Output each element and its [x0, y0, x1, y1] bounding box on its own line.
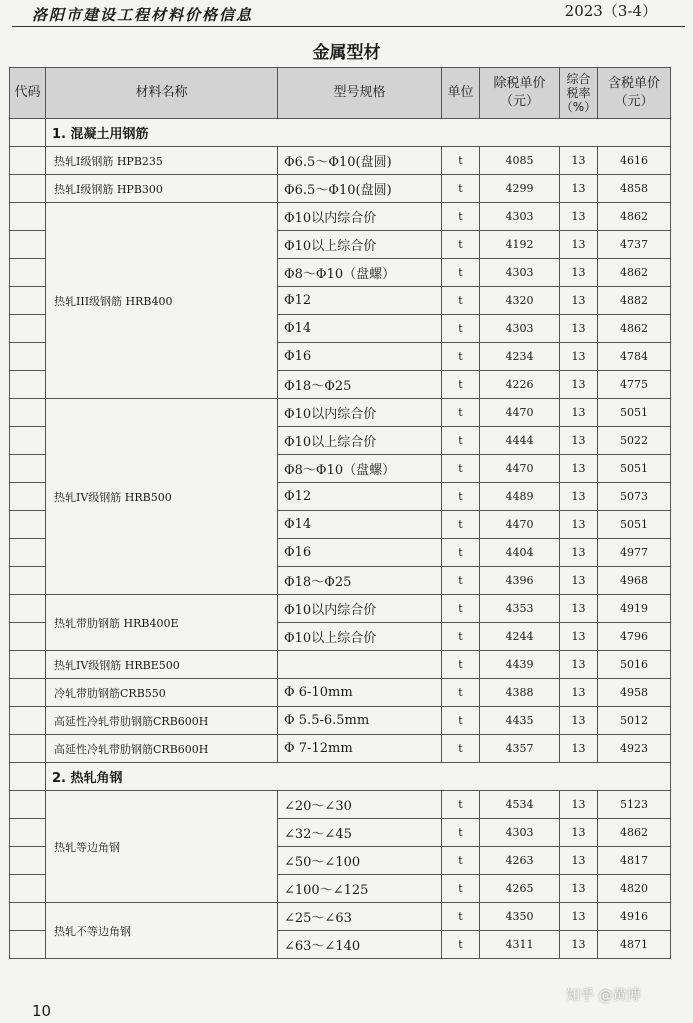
- tax-rate-cell: 13: [560, 903, 598, 931]
- price-inc-tax-cell: 4977: [598, 539, 671, 567]
- table-row: [10, 707, 671, 735]
- price-inc-tax-cell: 4858: [598, 175, 671, 203]
- price-inc-tax-cell: 5051: [598, 455, 671, 483]
- price-inc-tax-cell: 4968: [598, 567, 671, 595]
- price-inc-tax-cell: 4817: [598, 847, 671, 875]
- code-cell: [10, 287, 46, 315]
- price-ex-tax-cell: 4357: [480, 735, 560, 763]
- price-inc-tax-cell: 4919: [598, 595, 671, 623]
- code-cell: [10, 791, 46, 819]
- col-header-unit: 单位: [442, 68, 480, 119]
- tax-rate-cell: 13: [560, 399, 598, 427]
- table-body: [10, 119, 671, 959]
- code-cell: [10, 847, 46, 875]
- tax-rate-cell: 13: [560, 623, 598, 651]
- price-ex-tax-cell: 4353: [480, 595, 560, 623]
- page-number: 10: [32, 1002, 52, 1020]
- price-ex-tax-cell: 4350: [480, 903, 560, 931]
- spec-cell: Φ12: [278, 287, 442, 315]
- unit-cell: t: [442, 483, 480, 511]
- tax-rate-cell: 13: [560, 147, 598, 175]
- price-ex-tax-cell: 4303: [480, 203, 560, 231]
- table-row: [10, 147, 671, 175]
- code-cell: [10, 483, 46, 511]
- tax-rate-cell: 13: [560, 567, 598, 595]
- code-cell: [10, 595, 46, 623]
- unit-cell: t: [442, 651, 480, 679]
- price-inc-tax-cell: 5123: [598, 791, 671, 819]
- spec-cell: [278, 651, 442, 679]
- tax-rate-cell: 13: [560, 707, 598, 735]
- material-name: 热轧IV级钢筋 HRBE500: [46, 651, 278, 679]
- code-cell: [10, 819, 46, 847]
- spec-cell: Φ12: [278, 483, 442, 511]
- code-cell: [10, 371, 46, 399]
- col-header-name: 材料名称: [46, 68, 278, 119]
- price-ex-tax-cell: 4388: [480, 679, 560, 707]
- col-header-price-inc-tax: [598, 68, 671, 119]
- unit-cell: t: [442, 315, 480, 343]
- spec-cell: ∠100～∠125: [278, 875, 442, 903]
- header-divider: [12, 26, 685, 27]
- price-inc-tax-cell: 4737: [598, 231, 671, 259]
- table-row: [10, 791, 671, 819]
- code-cell: [10, 147, 46, 175]
- unit-cell: t: [442, 259, 480, 287]
- spec-cell: Φ6.5～Φ10(盘圆): [278, 175, 442, 203]
- tax-rate-cell: 13: [560, 791, 598, 819]
- material-name: 冷轧带肋钢筋CRB550: [46, 679, 278, 707]
- spec-cell: Φ8～Φ10（盘螺）: [278, 259, 442, 287]
- spec-cell: ∠32～∠45: [278, 819, 442, 847]
- category-row: [10, 119, 671, 147]
- price-ex-tax-cell: 4265: [480, 875, 560, 903]
- spec-cell: Φ14: [278, 511, 442, 539]
- price-inc-tax-cell: 4616: [598, 147, 671, 175]
- unit-cell: t: [442, 875, 480, 903]
- price-inc-tax-cell: 4784: [598, 343, 671, 371]
- material-name: 高延性冷轧带肋钢筋CRB600H: [46, 707, 278, 735]
- tax-rate-cell: 13: [560, 483, 598, 511]
- table-row: [10, 735, 671, 763]
- price-inc-tax-cell: 4862: [598, 203, 671, 231]
- col-header-price-inc-tax-line1: 含税单价: [607, 76, 660, 91]
- code-cell: [10, 763, 46, 791]
- spec-cell: Φ16: [278, 343, 442, 371]
- price-inc-tax-cell: 5073: [598, 483, 671, 511]
- unit-cell: t: [442, 707, 480, 735]
- price-ex-tax-cell: 4311: [480, 931, 560, 959]
- price-inc-tax-cell: 5051: [598, 511, 671, 539]
- spec-cell: Φ6.5～Φ10(盘圆): [278, 147, 442, 175]
- price-ex-tax-cell: 4470: [480, 511, 560, 539]
- table-row: [10, 595, 671, 623]
- price-ex-tax-cell: 4396: [480, 567, 560, 595]
- tax-rate-cell: 13: [560, 371, 598, 399]
- table-row: [10, 203, 671, 231]
- table-row: [10, 175, 671, 203]
- spec-cell: ∠25～∠63: [278, 903, 442, 931]
- tax-rate-cell: 13: [560, 427, 598, 455]
- tax-rate-cell: 13: [560, 819, 598, 847]
- unit-cell: t: [442, 399, 480, 427]
- price-inc-tax-cell: 5012: [598, 707, 671, 735]
- table-row: [10, 651, 671, 679]
- category-row: [10, 763, 671, 791]
- spec-cell: Φ8～Φ10（盘螺）: [278, 455, 442, 483]
- tax-rate-cell: 13: [560, 539, 598, 567]
- code-cell: [10, 875, 46, 903]
- col-header-tax-rate-line2: 税率: [566, 86, 591, 100]
- col-header-tax-rate-line3: （%）: [560, 100, 597, 114]
- unit-cell: t: [442, 595, 480, 623]
- unit-cell: t: [442, 903, 480, 931]
- material-name: 热轧等边角钢: [46, 791, 278, 903]
- material-name: 热轧带肋钢筋 HRB400E: [46, 595, 278, 651]
- code-cell: [10, 455, 46, 483]
- price-ex-tax-cell: 4489: [480, 483, 560, 511]
- code-cell: [10, 427, 46, 455]
- unit-cell: t: [442, 847, 480, 875]
- code-cell: [10, 399, 46, 427]
- unit-cell: t: [442, 287, 480, 315]
- spec-cell: Φ10以内综合价: [278, 203, 442, 231]
- unit-cell: t: [442, 371, 480, 399]
- col-header-price-ex-tax-line2: （元）: [499, 94, 539, 109]
- unit-cell: t: [442, 427, 480, 455]
- tax-rate-cell: 13: [560, 875, 598, 903]
- code-cell: [10, 707, 46, 735]
- code-cell: [10, 651, 46, 679]
- code-cell: [10, 735, 46, 763]
- tax-rate-cell: 13: [560, 455, 598, 483]
- category-title: 1. 混凝土用钢筋: [46, 119, 671, 147]
- tax-rate-cell: 13: [560, 931, 598, 959]
- spec-cell: Φ10以上综合价: [278, 231, 442, 259]
- code-cell: [10, 539, 46, 567]
- spec-cell: ∠63～∠140: [278, 931, 442, 959]
- spec-cell: Φ10以上综合价: [278, 623, 442, 651]
- price-ex-tax-cell: 4085: [480, 147, 560, 175]
- publication-title: 洛阳市建设工程材料价格信息: [32, 6, 254, 24]
- tax-rate-cell: 13: [560, 847, 598, 875]
- price-inc-tax-cell: 4882: [598, 287, 671, 315]
- spec-cell: ∠50～∠100: [278, 847, 442, 875]
- tax-rate-cell: 13: [560, 595, 598, 623]
- tax-rate-cell: 13: [560, 231, 598, 259]
- code-cell: [10, 343, 46, 371]
- tax-rate-cell: 13: [560, 175, 598, 203]
- price-inc-tax-cell: 4862: [598, 819, 671, 847]
- tax-rate-cell: 13: [560, 259, 598, 287]
- price-ex-tax-cell: 4320: [480, 287, 560, 315]
- code-cell: [10, 231, 46, 259]
- spec-cell: Φ10以上综合价: [278, 427, 442, 455]
- code-cell: [10, 259, 46, 287]
- price-ex-tax-cell: 4303: [480, 315, 560, 343]
- tax-rate-cell: 13: [560, 735, 598, 763]
- price-inc-tax-cell: 5051: [598, 399, 671, 427]
- table-row: [10, 679, 671, 707]
- price-ex-tax-cell: 4470: [480, 399, 560, 427]
- col-header-spec: 型号规格: [278, 68, 442, 119]
- unit-cell: t: [442, 511, 480, 539]
- spec-cell: Φ18～Φ25: [278, 371, 442, 399]
- unit-cell: t: [442, 931, 480, 959]
- price-inc-tax-cell: 5016: [598, 651, 671, 679]
- code-cell: [10, 315, 46, 343]
- unit-cell: t: [442, 147, 480, 175]
- price-inc-tax-cell: 4820: [598, 875, 671, 903]
- spec-cell: Φ 5.5-6.5mm: [278, 707, 442, 735]
- unit-cell: t: [442, 567, 480, 595]
- col-header-price-inc-tax-line2: （元）: [614, 94, 654, 109]
- material-name: 高延性冷轧带肋钢筋CRB600H: [46, 735, 278, 763]
- col-header-price-ex-tax: [480, 68, 560, 119]
- code-cell: [10, 119, 46, 147]
- price-inc-tax-cell: 4775: [598, 371, 671, 399]
- tax-rate-cell: 13: [560, 679, 598, 707]
- price-ex-tax-cell: 4192: [480, 231, 560, 259]
- material-name: 热轧不等边角钢: [46, 903, 278, 959]
- material-name: 热轧III级钢筋 HRB400: [46, 203, 278, 399]
- code-cell: [10, 931, 46, 959]
- spec-cell: Φ14: [278, 315, 442, 343]
- unit-cell: t: [442, 455, 480, 483]
- price-inc-tax-cell: 4862: [598, 315, 671, 343]
- price-ex-tax-cell: 4470: [480, 455, 560, 483]
- code-cell: [10, 203, 46, 231]
- price-ex-tax-cell: 4303: [480, 259, 560, 287]
- unit-cell: t: [442, 735, 480, 763]
- spec-cell: Φ10以内综合价: [278, 595, 442, 623]
- tax-rate-cell: 13: [560, 287, 598, 315]
- price-inc-tax-cell: 4923: [598, 735, 671, 763]
- price-ex-tax-cell: 4435: [480, 707, 560, 735]
- price-inc-tax-cell: 4871: [598, 931, 671, 959]
- unit-cell: t: [442, 623, 480, 651]
- tax-rate-cell: 13: [560, 511, 598, 539]
- tax-rate-cell: 13: [560, 651, 598, 679]
- tax-rate-cell: 13: [560, 203, 598, 231]
- unit-cell: t: [442, 819, 480, 847]
- table-header-row: [10, 68, 671, 119]
- unit-cell: t: [442, 203, 480, 231]
- code-cell: [10, 903, 46, 931]
- unit-cell: t: [442, 231, 480, 259]
- col-header-tax-rate: [560, 68, 598, 119]
- category-title: 2. 热轧角钢: [46, 763, 671, 791]
- material-name: 热轧I级钢筋 HPB235: [46, 147, 278, 175]
- spec-cell: Φ10以内综合价: [278, 399, 442, 427]
- price-inc-tax-cell: 4916: [598, 903, 671, 931]
- spec-cell: Φ16: [278, 539, 442, 567]
- material-name: 热轧IV级钢筋 HRB500: [46, 399, 278, 595]
- col-header-price-ex-tax-line1: 除税单价: [493, 76, 546, 91]
- spec-cell: Φ18～Φ25: [278, 567, 442, 595]
- watermark-text: 知乎 @黄博: [566, 988, 641, 1004]
- price-table: [9, 67, 671, 959]
- unit-cell: t: [442, 791, 480, 819]
- price-ex-tax-cell: 4534: [480, 791, 560, 819]
- unit-cell: t: [442, 175, 480, 203]
- price-inc-tax-cell: 5022: [598, 427, 671, 455]
- unit-cell: t: [442, 679, 480, 707]
- price-ex-tax-cell: 4303: [480, 819, 560, 847]
- price-inc-tax-cell: 4796: [598, 623, 671, 651]
- price-ex-tax-cell: 4439: [480, 651, 560, 679]
- code-cell: [10, 623, 46, 651]
- price-ex-tax-cell: 4234: [480, 343, 560, 371]
- price-inc-tax-cell: 4958: [598, 679, 671, 707]
- tax-rate-cell: 13: [560, 343, 598, 371]
- price-ex-tax-cell: 4226: [480, 371, 560, 399]
- issue-label: 2023（3-4）: [564, 2, 657, 20]
- price-ex-tax-cell: 4299: [480, 175, 560, 203]
- code-cell: [10, 175, 46, 203]
- spec-cell: Φ 6-10mm: [278, 679, 442, 707]
- unit-cell: t: [442, 539, 480, 567]
- code-cell: [10, 567, 46, 595]
- price-ex-tax-cell: 4444: [480, 427, 560, 455]
- code-cell: [10, 679, 46, 707]
- col-header-tax-rate-line1: 综合: [566, 72, 591, 86]
- table-row: [10, 399, 671, 427]
- price-ex-tax-cell: 4404: [480, 539, 560, 567]
- tax-rate-cell: 13: [560, 315, 598, 343]
- spec-cell: ∠20～∠30: [278, 791, 442, 819]
- unit-cell: t: [442, 343, 480, 371]
- spec-cell: Φ 7-12mm: [278, 735, 442, 763]
- table-row: [10, 903, 671, 931]
- code-cell: [10, 511, 46, 539]
- price-ex-tax-cell: 4244: [480, 623, 560, 651]
- material-name: 热轧I级钢筋 HPB300: [46, 175, 278, 203]
- section-title: 金属型材: [312, 43, 381, 63]
- price-ex-tax-cell: 4263: [480, 847, 560, 875]
- price-inc-tax-cell: 4862: [598, 259, 671, 287]
- col-header-code: 代码: [10, 68, 46, 119]
